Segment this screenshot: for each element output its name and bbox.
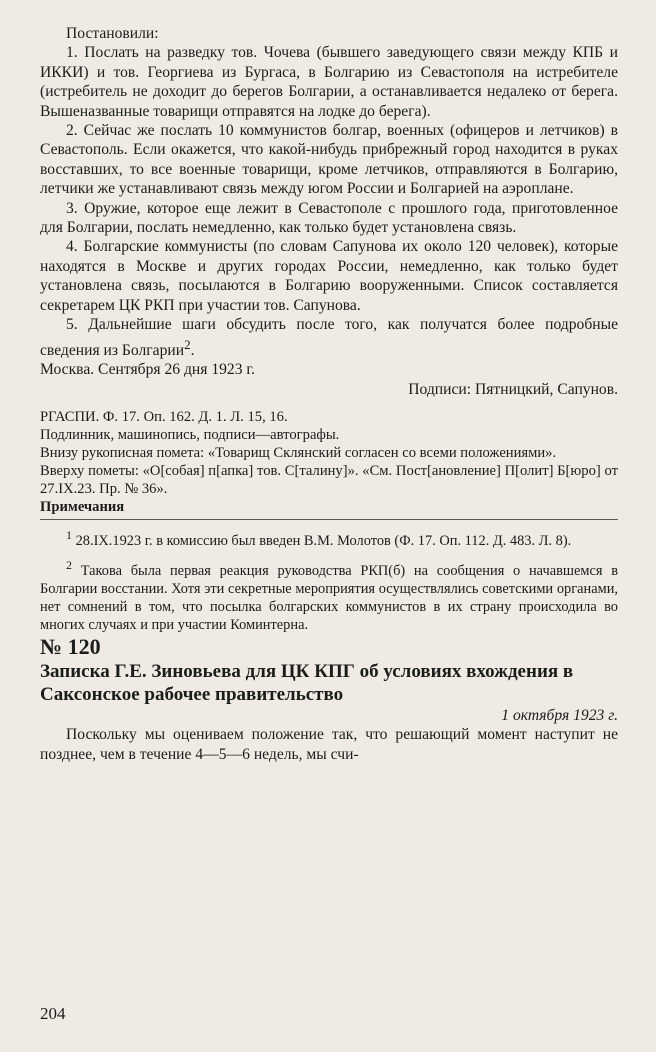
source-original: Подлинник, машинопись, подписи—автографы.	[40, 426, 340, 443]
page-text	[40, 24, 618, 764]
resolved-heading: Постановили:	[66, 25, 159, 42]
footnote-1-number: 1	[66, 528, 72, 543]
footnote-ref-2[interactable]: 2	[184, 336, 191, 352]
source-reference: РГАСПИ. Ф. 17. Оп. 162. Д. 1. Л. 15, 16.	[40, 408, 288, 425]
notes-divider	[40, 519, 618, 520]
document-body: Поскольку мы оцениваем положение так, что решающий момент наступит не позднее, чем в течение 4—5—6 недель, мы счи-	[40, 726, 618, 763]
point-5-end: .	[190, 341, 195, 359]
footnote-2-text: Такова была первая реакция руководства РКП(б) на сообщения о начавшемся в Болгарии восстании. Хотя эти секретные мероприятия осуществлялись советскими органами, нет сомнений в том, что посылка болгарских коммунистов в их страну происходила во многих случаях и при участии Коминтерна.	[40, 562, 618, 633]
resolution-point-3: 3. Оружие, которое еще лежит в Севастополе с прошлого года, приготовленное для Болгарии, послать немедленно, как только будет установлена связь.	[40, 199, 618, 237]
footnote-2-number: 2	[66, 558, 72, 573]
source-handwritten-note: Внизу рукописная помета: «Товарищ Склянский согласен со всеми положениями».	[40, 444, 557, 461]
document-date: 1 октября 1923 г.	[501, 706, 618, 724]
place-date: Москва. Сентября 26 дня 1923 г.	[40, 361, 255, 379]
resolution-point-2: 2. Сейчас же послать 10 коммунистов болгар, военных (офицеров и летчиков) в Севастополь. Если окажется, что какой-нибудь прибрежный город находится в руках восставших, то все военные товарищи, кроме летчиков, отправляются в Болгарию, летчики же устанавливают связь между югом России и Болгарией на аэроплане.	[40, 122, 618, 198]
signatures: Подписи: Пятницкий, Сапунов.	[408, 380, 618, 398]
document-title: Записка Г.Е. Зиновьева для ЦК КПГ об условиях вхождения в Саксонское рабочее правительство	[40, 660, 574, 705]
footnote-2	[40, 556, 618, 634]
page-number: 204	[40, 1004, 66, 1023]
archive-source	[40, 408, 618, 498]
resolution-point-5	[40, 315, 618, 360]
resolution-point-1: 1. Послать на разведку тов. Чочева (бывшего заведующего связи между КПБ и ИККИ) и тов. Георгиева из Бургаса, в Болгарию из Севастополя на истребителе (истребитель не доходит до берегов Болгарии, а останавливается недалеко от берега. Вышеназванные товарищи отправятся на лодке до берега).	[40, 44, 618, 120]
footnote-1-text: 28.IX.1923 г. в комиссию был введен В.М. Молотов (Ф. 17. Оп. 112. Д. 483. Л. 8).	[72, 533, 572, 550]
footnote-1	[40, 526, 618, 550]
document-number: № 120	[40, 633, 101, 659]
source-top-notes: Вверху пометы: «О[собая] п[апка] тов. С[талину]». «См. Пост[ановление] П[олит] Б[юро] от 27.IX.23. Пр. № 36».	[40, 462, 618, 497]
resolution-point-4: 4. Болгарские коммунисты (по словам Сапунова их около 120 человек), которые находятся в Москве и других городах России, немедленно, как только будет установлена связь, посылаются в Болгарию вооруженными. Список составляется секретарем ЦК РКП при участии тов. Сапунова.	[40, 238, 618, 314]
notes-title: Примечания	[40, 498, 125, 515]
point-5-text: 5. Дальнейшие шаги обсудить после того, как получатся более подробные сведения из Болгарии	[40, 316, 618, 359]
